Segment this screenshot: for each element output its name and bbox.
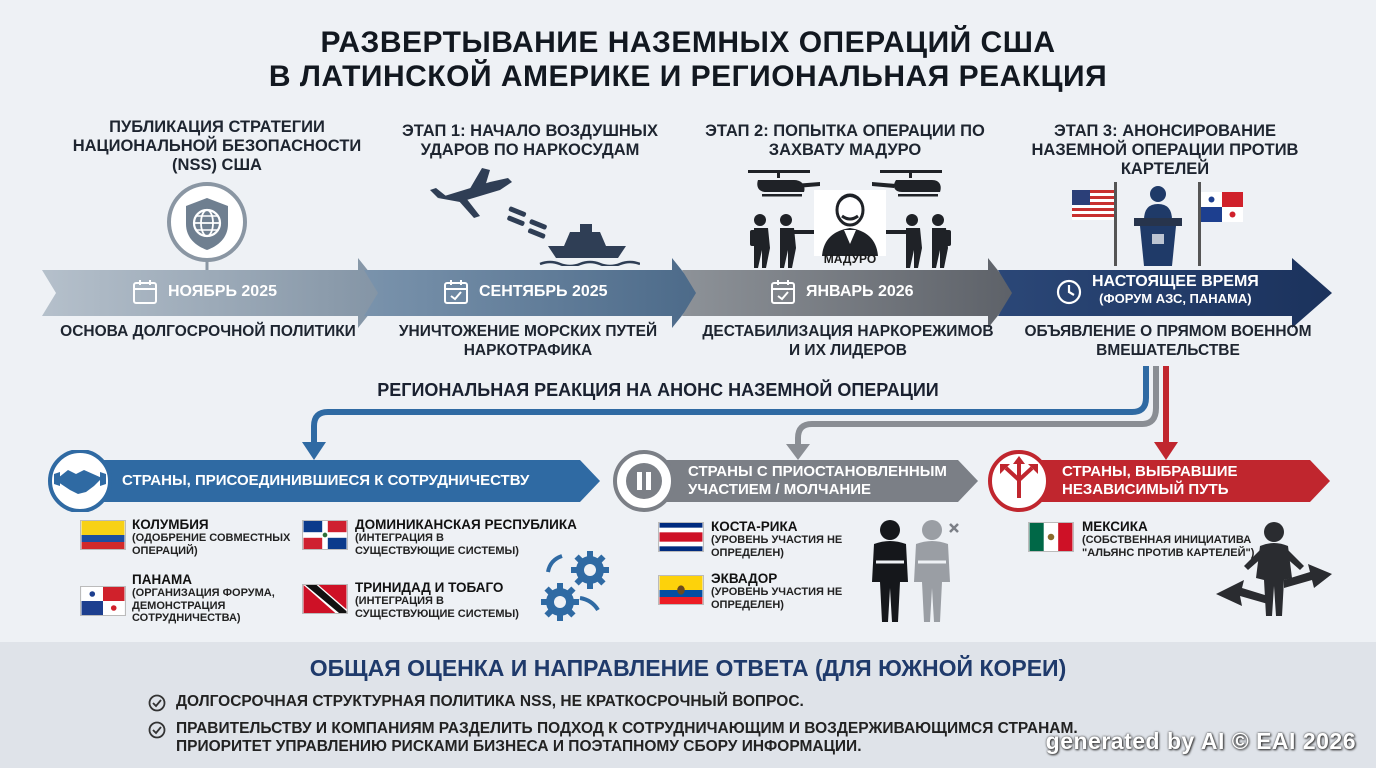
country-colombia (132, 517, 302, 557)
stage-3-description: ДЕСТАБИЛИЗАЦИЯ НАРКОРЕЖИМОВ И ИХ ЛИДЕРОВ (702, 323, 994, 359)
calendar-check-icon (770, 279, 796, 305)
maduro-label: МАДУРО (823, 252, 877, 266)
check-circle-icon (148, 694, 166, 712)
assessment-bullet-text: ПРИОРИТЕТ УПРАВЛЕНИЮ РИСКАМИ БИЗНЕСА И ПОЭТАПНОМУ СБОРУ ИНФОРМАЦИИ. (176, 738, 862, 755)
country-trinidad-tobago (355, 580, 535, 620)
country-name: КОЛУМБИЯ (132, 517, 209, 532)
stage-3-date (770, 279, 914, 305)
assessment-bullets (148, 693, 1078, 756)
calendar-check-icon (443, 279, 469, 305)
country-panama (132, 572, 292, 625)
dominican-republic-flag-icon (302, 520, 348, 550)
gears-icon (540, 548, 616, 624)
cooperating-label: СТРАНЫ, ПРИСОЕДИНИВШИЕСЯ К СОТРУДНИЧЕСТВУ (122, 472, 530, 489)
stage-1-date (132, 279, 277, 305)
stage-1-heading: ПУБЛИКАЦИЯ СТРАТЕГИИ НАЦИОНАЛЬНОЙ БЕЗОПАСНОСТИ (NSS) США (72, 118, 362, 174)
stage-4-date-text: НАСТОЯЩЕЕ ВРЕМЯ (1092, 273, 1259, 290)
title-line-1: РАЗВЕРТЫВАНИЕ НАЗЕМНЫХ ОПЕРАЦИЙ США (320, 26, 1056, 59)
country-costa-rica (711, 519, 871, 559)
title-line-2: В ЛАТИНСКОЙ АМЕРИКЕ И РЕГИОНАЛЬНАЯ РЕАКЦИЯ (268, 60, 1108, 93)
stage-2-heading: ЭТАП 1: НАЧАЛО ВОЗДУШНЫХ УДАРОВ ПО НАРКОСУДАМ (401, 122, 658, 159)
country-ecuador (711, 571, 871, 611)
trinidad-tobago-flag-icon (302, 584, 348, 614)
independent-label (1062, 463, 1238, 499)
check-circle-icon (148, 721, 166, 739)
stage-1-date-text: НОЯБРЬ 2025 (168, 283, 277, 300)
assessment-bullet (148, 720, 1078, 756)
stage-4-description: ОБЪЯВЛЕНИЕ О ПРЯМОМ ВОЕННОМ ВМЕШАТЕЛЬСТВЕ (1024, 323, 1312, 359)
shield-globe-icon (162, 182, 252, 270)
panama-flag-icon (80, 586, 126, 616)
assessment-bullet-text: ПРАВИТЕЛЬСТВУ И КОМПАНИЯМ РАЗДЕЛИТЬ ПОДХОД К СОТРУДНИЧАЮЩИМ И ВОЗДЕРЖИВАЮЩИМСЯ СТРАНАМ. (176, 720, 1078, 737)
stage-3-heading: ЭТАП 2: ПОПЫТКА ОПЕРАЦИИ ПО ЗАХВАТУ МАДУРО (705, 122, 985, 159)
independent-label-line2: НЕЗАВИСИМЫЙ ПУТЬ (1062, 481, 1229, 498)
costa-rica-flag-icon (658, 522, 704, 552)
reaction-connectors (300, 362, 1200, 462)
pause-icon (626, 463, 662, 499)
stage-2-date-text: СЕНТЯБРЬ 2025 (479, 283, 608, 300)
assessment-title: ОБЩАЯ ОЦЕНКА И НАПРАВЛЕНИЕ ОТВЕТА (ДЛЯ ЮЖНОЙ КОРЕИ) (309, 655, 1067, 681)
calendar-icon (132, 279, 158, 305)
ecuador-flag-icon (658, 575, 704, 605)
country-note: (ИНТЕГРАЦИЯ В СУЩЕСТВУЮЩИЕ СИСТЕМЫ) (355, 595, 519, 620)
country-note: (УРОВЕНЬ УЧАСТИЯ НЕ ОПРЕДЕЛЕН) (711, 534, 843, 559)
country-name: ЭКВАДОР (711, 571, 778, 586)
assessment-bullet-text: ДОЛГОСРОЧНАЯ СТРУКТУРНАЯ ПОЛИТИКА NSS, НЕ КРАТКОСРОЧНЫЙ ВОПРОС. (176, 693, 804, 710)
suspended-label-line2: УЧАСТИЕМ / МОЛЧАНИЕ (688, 481, 872, 498)
stage-2-description: УНИЧТОЖЕНИЕ МОРСКИХ ПУТЕЙ НАРКОТРАФИКА (398, 323, 658, 359)
suspended-label (688, 463, 947, 499)
stage-1-description: ОСНОВА ДОЛГОСРОЧНОЙ ПОЛИТИКИ (60, 323, 356, 340)
stage-4-heading: ЭТАП 3: АНОНСИРОВАНИЕ НАЗЕМНОЙ ОПЕРАЦИИ ПРОТИВ КАРТЕЛЕЙ (1031, 122, 1299, 178)
colombia-flag-icon (80, 520, 126, 550)
country-note: (УРОВЕНЬ УЧАСТИЯ НЕ ОПРЕДЕЛЕН) (711, 586, 843, 611)
stage-4-date (1056, 273, 1259, 306)
stage-2-date (443, 279, 608, 305)
silent-people-icon (866, 518, 966, 624)
country-note: (ОРГАНИЗАЦИЯ ФОРУМА, ДЕМОНСТРАЦИЯ СОТРУДНИЧЕСТВА) (132, 587, 275, 624)
country-note: (СОБСТВЕННАЯ ИНИЦИАТИВА "АЛЬЯНС ПРОТИВ КАРТЕЛЕЙ") (1082, 534, 1255, 559)
country-name: ПАНАМА (132, 572, 192, 587)
reaction-heading: РЕГИОНАЛЬНАЯ РЕАКЦИЯ НА АНОНС НАЗЕМНОЙ ОПЕРАЦИИ (377, 380, 939, 400)
country-name: ТРИНИДАД И ТОБАГО (355, 580, 504, 595)
suspended-label-line1: СТРАНЫ С ПРИОСТАНОВЛЕННЫМ (688, 463, 947, 480)
assessment-bullet (148, 693, 1078, 712)
podium-flags-icon (1068, 180, 1252, 268)
jet-and-boat-icon (430, 168, 640, 266)
stage-3-date-text: ЯНВАРЬ 2026 (806, 283, 914, 300)
country-name: ДОМИНИКАНСКАЯ РЕСПУБЛИКА (355, 517, 577, 532)
country-note: (ИНТЕГРАЦИЯ В СУЩЕСТВУЮЩИЕ СИСТЕМЫ) (355, 532, 519, 557)
clock-icon (1056, 279, 1082, 305)
independent-label-line1: СТРАНЫ, ВЫБРАВШИЕ (1062, 463, 1238, 480)
stage-4-date-sub: (ФОРУМ АЗС, ПАНАМА) (1099, 291, 1252, 306)
country-name: КОСТА-РИКА (711, 519, 798, 534)
mexico-flag-icon (1028, 522, 1074, 552)
crossroads-person-icon (1214, 520, 1334, 626)
country-note: (ОДОБРЕНИЕ СОВМЕСТНЫХ ОПЕРАЦИЙ) (132, 532, 291, 557)
watermark: generated by AI © EAI 2026 (1045, 728, 1356, 754)
country-name: МЕКСИКА (1082, 519, 1148, 534)
page-title (0, 26, 1376, 94)
